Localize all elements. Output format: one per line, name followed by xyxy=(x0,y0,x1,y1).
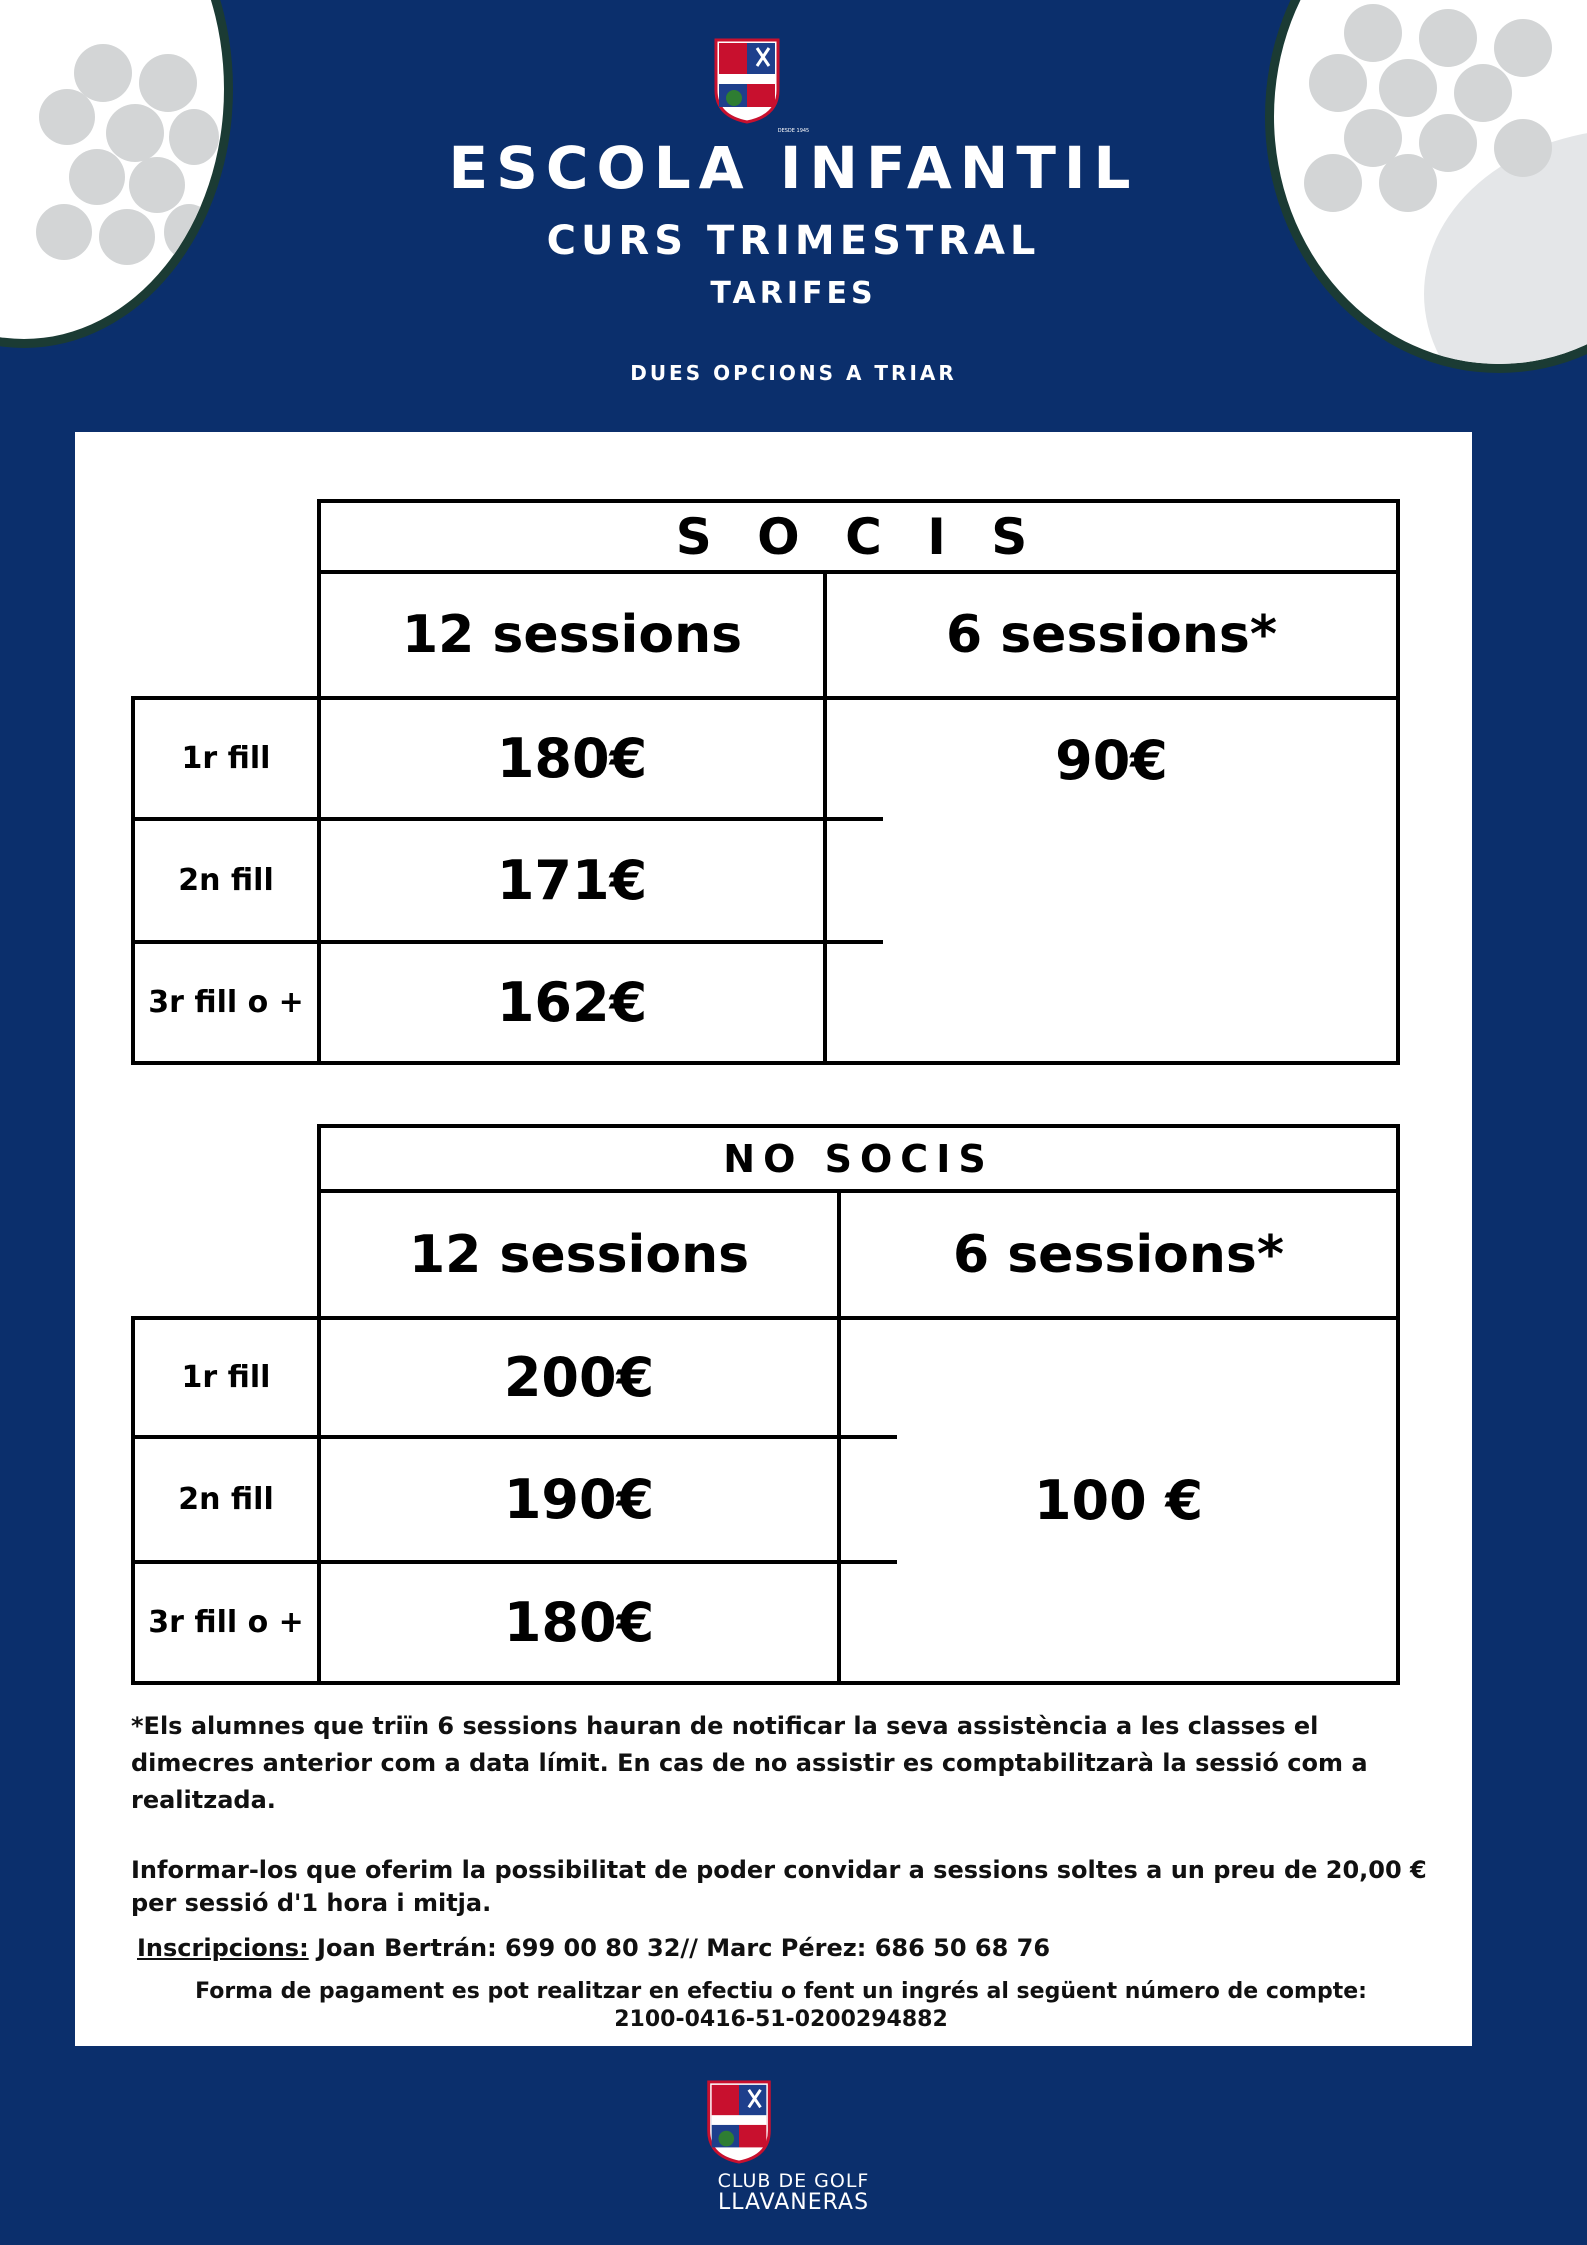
no-socis-price-12: 200€ xyxy=(503,1346,655,1409)
club-logo-footer xyxy=(706,2080,772,2164)
no-socis-col-12-sessions: 12 sessions xyxy=(408,1224,750,1285)
no-socis-col-6-sessions: 6 sessions* xyxy=(952,1224,1285,1285)
socis-col-6-sessions: 6 sessions* xyxy=(945,605,1278,665)
no-socis-row-label: 3r fill o + xyxy=(148,1605,304,1640)
socis-price-12: 171€ xyxy=(496,849,648,912)
socis-price-6: 90€ xyxy=(1055,728,1168,792)
no-socis-price-6: 100 € xyxy=(1033,1469,1204,1532)
socis-row-label: 1r fill xyxy=(181,741,271,776)
page-title: ESCOLA INFANTIL xyxy=(448,134,1139,202)
footer-club-name-line1: CLUB DE GOLF xyxy=(717,2170,870,2192)
content-panel xyxy=(75,432,1472,2046)
inscriptions-contacts: Joan Bertrán: 699 00 80 32// Marc Pérez: 686 50 68 76 xyxy=(308,1934,1051,1962)
no-socis-row-label: 1r fill xyxy=(181,1360,271,1395)
no-socis-row-label: 2n fill xyxy=(178,1482,274,1517)
socis-col-12-sessions: 12 sessions xyxy=(401,605,743,665)
payment-text: Forma de pagament es pot realitzar en efectiu o fent un ingrés al següent número de compte: xyxy=(195,1979,1367,2004)
single-sessions-note: Informar-los que oferim la possibilitat de poder convidar a sessions soltes a un preu de 20,00 € per sessió d'1 hora i mitja. xyxy=(131,1856,1427,1917)
inscriptions-line xyxy=(137,1930,1437,1967)
club-logo-top xyxy=(714,38,780,124)
no-socis-heading: NO SOCIS xyxy=(723,1136,994,1181)
socis-heading: S O C I S xyxy=(675,507,1042,566)
socis-price-12: 162€ xyxy=(496,971,648,1034)
options-label: DUES OPCIONS A TRIAR xyxy=(630,361,957,385)
tariffs-label: TARIFES xyxy=(710,276,877,311)
page-subtitle: CURS TRIMESTRAL xyxy=(546,218,1041,264)
no-socis-price-12: 180€ xyxy=(503,1591,655,1654)
footer-club-name-line2: LLAVANERAS xyxy=(717,2190,870,2215)
inscriptions-label: Inscripcions: xyxy=(137,1934,309,1962)
socis-price-12: 180€ xyxy=(496,727,648,790)
account-number: 2100-0416-51-0200294882 xyxy=(614,2007,948,2032)
socis-row-label: 3r fill o + xyxy=(148,985,304,1020)
six-sessions-note: *Els alumnes que triïn 6 sessions hauran de notificar la seva assistència a les classes el dimecres anterior com a data límit. En cas de no assistir es comptabilitzarà la sessió com a realitzada. xyxy=(131,1712,1368,1814)
socis-row-label: 2n fill xyxy=(178,863,274,898)
payment-note xyxy=(131,1978,1431,2034)
logo-caption: DESDE 1945 xyxy=(777,128,810,134)
no-socis-price-12: 190€ xyxy=(503,1468,655,1531)
